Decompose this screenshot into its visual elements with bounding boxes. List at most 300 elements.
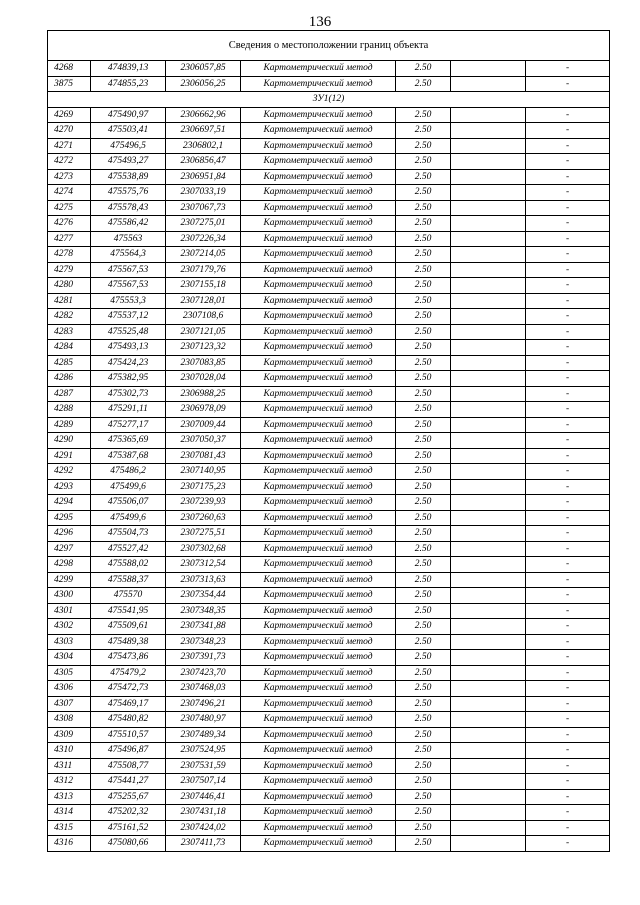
method-cell: Картометрический метод [241,138,396,154]
description-cell [451,634,526,650]
point-number-cell: 4287 [48,386,91,402]
accuracy-cell: 2.50 [396,712,451,728]
point-number-cell: 4288 [48,402,91,418]
x-coordinate-cell: 475567,53 [91,278,166,294]
y-coordinate-cell: 2307155,18 [166,278,241,294]
point-number-cell: 4297 [48,541,91,557]
y-coordinate-cell: 2307121,05 [166,324,241,340]
description-cell [451,712,526,728]
method-cell: Картометрический метод [241,417,396,433]
method-cell: Картометрический метод [241,712,396,728]
remark-cell: - [526,774,610,790]
accuracy-cell: 2.50 [396,433,451,449]
y-coordinate-cell: 2307354,44 [166,588,241,604]
description-cell [451,650,526,666]
point-number-cell: 4292 [48,464,91,480]
accuracy-cell: 2.50 [396,541,451,557]
method-cell: Картометрический метод [241,588,396,604]
x-coordinate-cell: 475506,07 [91,495,166,511]
description-cell [451,340,526,356]
accuracy-cell: 2.50 [396,417,451,433]
point-number-cell: 4276 [48,216,91,232]
y-coordinate-cell: 2306662,96 [166,107,241,123]
x-coordinate-cell: 475510,57 [91,727,166,743]
remark-cell: - [526,247,610,263]
table-row [48,433,610,449]
description-cell [451,169,526,185]
point-number-cell: 4284 [48,340,91,356]
accuracy-cell: 2.50 [396,526,451,542]
y-coordinate-cell: 2307341,88 [166,619,241,635]
accuracy-cell: 2.50 [396,836,451,852]
x-coordinate-cell: 475586,42 [91,216,166,232]
y-coordinate-cell: 2307067,73 [166,200,241,216]
y-coordinate-cell: 2307128,01 [166,293,241,309]
point-number-cell: 4285 [48,355,91,371]
remark-cell: - [526,464,610,480]
table-row [48,820,610,836]
table-row [48,619,610,635]
remark-cell: - [526,185,610,201]
accuracy-cell: 2.50 [396,619,451,635]
y-coordinate-cell: 2307275,51 [166,526,241,542]
table-row [48,681,610,697]
description-cell [451,293,526,309]
boundary-table [47,30,610,852]
method-cell: Картометрический метод [241,820,396,836]
x-coordinate-cell: 475541,95 [91,603,166,619]
description-cell [451,417,526,433]
y-coordinate-cell: 2306856,47 [166,154,241,170]
accuracy-cell: 2.50 [396,681,451,697]
x-coordinate-cell: 475382,95 [91,371,166,387]
remark-cell: - [526,138,610,154]
x-coordinate-cell: 475504,73 [91,526,166,542]
description-cell [451,448,526,464]
remark-cell: - [526,495,610,511]
x-coordinate-cell: 475255,67 [91,789,166,805]
accuracy-cell: 2.50 [396,169,451,185]
table-row [48,727,610,743]
y-coordinate-cell: 2307423,70 [166,665,241,681]
remark-cell: - [526,417,610,433]
method-cell: Картометрический метод [241,324,396,340]
table-row [48,417,610,433]
table-row [48,386,610,402]
accuracy-cell: 2.50 [396,572,451,588]
x-coordinate-cell: 475499,6 [91,479,166,495]
x-coordinate-cell: 475509,61 [91,619,166,635]
remark-cell: - [526,681,610,697]
point-number-cell: 4280 [48,278,91,294]
x-coordinate-cell: 475499,6 [91,510,166,526]
table-row [48,526,610,542]
y-coordinate-cell: 2307179,76 [166,262,241,278]
accuracy-cell: 2.50 [396,185,451,201]
description-cell [451,820,526,836]
point-number-cell: 4313 [48,789,91,805]
x-coordinate-cell: 475563 [91,231,166,247]
accuracy-cell: 2.50 [396,665,451,681]
remark-cell: - [526,588,610,604]
x-coordinate-cell: 475578,43 [91,200,166,216]
point-number-cell: 4316 [48,836,91,852]
method-cell: Картометрический метод [241,789,396,805]
table-row [48,479,610,495]
method-cell: Картометрический метод [241,231,396,247]
description-cell [451,247,526,263]
y-coordinate-cell: 2307424,02 [166,820,241,836]
table-row [48,247,610,263]
description-cell [451,836,526,852]
remark-cell: - [526,309,610,325]
table-row [48,541,610,557]
accuracy-cell: 2.50 [396,200,451,216]
x-coordinate-cell: 475490,97 [91,107,166,123]
x-coordinate-cell: 475564,3 [91,247,166,263]
description-cell [451,216,526,232]
table-row [48,107,610,123]
table-row [48,154,610,170]
point-number-cell: 4278 [48,247,91,263]
point-number-cell: 4294 [48,495,91,511]
method-cell: Картометрический метод [241,836,396,852]
y-coordinate-cell: 2306057,85 [166,61,241,77]
point-number-cell: 4301 [48,603,91,619]
x-coordinate-cell: 475527,42 [91,541,166,557]
table-row [48,262,610,278]
point-number-cell: 4298 [48,557,91,573]
x-coordinate-cell: 475588,37 [91,572,166,588]
x-coordinate-cell: 475486,2 [91,464,166,480]
accuracy-cell: 2.50 [396,402,451,418]
y-coordinate-cell: 2307496,21 [166,696,241,712]
table-row [48,216,610,232]
point-number-cell: 4310 [48,743,91,759]
y-coordinate-cell: 2306978,09 [166,402,241,418]
method-cell: Картометрический метод [241,727,396,743]
remark-cell: - [526,278,610,294]
accuracy-cell: 2.50 [396,340,451,356]
description-cell [451,433,526,449]
accuracy-cell: 2.50 [396,247,451,263]
table-row [48,324,610,340]
y-coordinate-cell: 2307302,68 [166,541,241,557]
y-coordinate-cell: 2307081,43 [166,448,241,464]
point-number-cell: 4269 [48,107,91,123]
y-coordinate-cell: 2307480,97 [166,712,241,728]
method-cell: Картометрический метод [241,526,396,542]
remark-cell: - [526,448,610,464]
accuracy-cell: 2.50 [396,557,451,573]
y-coordinate-cell: 2307468,03 [166,681,241,697]
x-coordinate-cell: 475588,02 [91,557,166,573]
x-coordinate-cell: 475469,17 [91,696,166,712]
description-cell [451,185,526,201]
x-coordinate-cell: 475365,69 [91,433,166,449]
point-number-cell: 4275 [48,200,91,216]
point-number-cell: 4282 [48,309,91,325]
remark-cell: - [526,324,610,340]
table-row [48,588,610,604]
point-number-cell: 4293 [48,479,91,495]
remark-cell: - [526,665,610,681]
method-cell: Картометрический метод [241,805,396,821]
y-coordinate-cell: 2306697,51 [166,123,241,139]
remark-cell: - [526,836,610,852]
remark-cell: - [526,557,610,573]
description-cell [451,495,526,511]
remark-cell: - [526,526,610,542]
point-number-cell: 4304 [48,650,91,666]
x-coordinate-cell: 475567,53 [91,262,166,278]
x-coordinate-cell: 475525,48 [91,324,166,340]
point-number-cell: 4290 [48,433,91,449]
x-coordinate-cell: 475537,12 [91,309,166,325]
y-coordinate-cell: 2307313,63 [166,572,241,588]
method-cell: Картометрический метод [241,169,396,185]
table-row [48,123,610,139]
accuracy-cell: 2.50 [396,262,451,278]
accuracy-cell: 2.50 [396,371,451,387]
accuracy-cell: 2.50 [396,634,451,650]
description-cell [451,774,526,790]
method-cell: Картометрический метод [241,76,396,92]
remark-cell: - [526,619,610,635]
y-coordinate-cell: 2307108,6 [166,309,241,325]
description-cell [451,61,526,77]
description-cell [451,588,526,604]
accuracy-cell: 2.50 [396,743,451,759]
method-cell: Картометрический метод [241,619,396,635]
x-coordinate-cell: 475473,86 [91,650,166,666]
table-row [48,464,610,480]
point-number-cell: 4279 [48,262,91,278]
point-number-cell: 4283 [48,324,91,340]
accuracy-cell: 2.50 [396,76,451,92]
point-number-cell: 4277 [48,231,91,247]
method-cell: Картометрический метод [241,696,396,712]
method-cell: Картометрический метод [241,433,396,449]
remark-cell: - [526,479,610,495]
y-coordinate-cell: 2307175,23 [166,479,241,495]
description-cell [451,464,526,480]
point-number-cell: 4295 [48,510,91,526]
method-cell: Картометрический метод [241,510,396,526]
point-number-cell: 4314 [48,805,91,821]
point-number-cell: 4305 [48,665,91,681]
description-cell [451,758,526,774]
accuracy-cell: 2.50 [396,789,451,805]
method-cell: Картометрический метод [241,448,396,464]
table-row [48,696,610,712]
table-row [48,169,610,185]
x-coordinate-cell: 475202,32 [91,805,166,821]
table-row [48,448,610,464]
accuracy-cell: 2.50 [396,774,451,790]
table-body [48,31,610,852]
remark-cell: - [526,386,610,402]
table-row [48,371,610,387]
description-cell [451,665,526,681]
point-number-cell: 3875 [48,76,91,92]
remark-cell: - [526,712,610,728]
point-number-cell: 4306 [48,681,91,697]
accuracy-cell: 2.50 [396,479,451,495]
description-cell [451,805,526,821]
method-cell: Картометрический метод [241,371,396,387]
remark-cell: - [526,262,610,278]
table-row [48,557,610,573]
description-cell [451,743,526,759]
point-number-cell: 4308 [48,712,91,728]
remark-cell: - [526,231,610,247]
remark-cell: - [526,696,610,712]
description-cell [451,386,526,402]
point-number-cell: 4286 [48,371,91,387]
description-cell [451,231,526,247]
method-cell: Картометрический метод [241,650,396,666]
method-cell: Картометрический метод [241,61,396,77]
table-row [48,200,610,216]
x-coordinate-cell: 475493,13 [91,340,166,356]
x-coordinate-cell: 475441,27 [91,774,166,790]
point-number-cell: 4270 [48,123,91,139]
point-number-cell: 4307 [48,696,91,712]
page-number: 136 [308,14,332,30]
method-cell: Картометрический метод [241,495,396,511]
method-cell: Картометрический метод [241,386,396,402]
table-row [48,185,610,201]
table-row [48,138,610,154]
x-coordinate-cell: 475424,23 [91,355,166,371]
accuracy-cell: 2.50 [396,696,451,712]
x-coordinate-cell: 475496,5 [91,138,166,154]
remark-cell: - [526,169,610,185]
description-cell [451,619,526,635]
method-cell: Картометрический метод [241,464,396,480]
accuracy-cell: 2.50 [396,588,451,604]
y-coordinate-cell: 2307260,63 [166,510,241,526]
table-row [48,665,610,681]
remark-cell: - [526,510,610,526]
remark-cell: - [526,634,610,650]
accuracy-cell: 2.50 [396,231,451,247]
table-row [48,355,610,371]
x-coordinate-cell: 475291,11 [91,402,166,418]
y-coordinate-cell: 2306802,1 [166,138,241,154]
table-row [48,402,610,418]
x-coordinate-cell: 475553,3 [91,293,166,309]
method-cell: Картометрический метод [241,479,396,495]
point-number-cell: 4281 [48,293,91,309]
accuracy-cell: 2.50 [396,495,451,511]
remark-cell: - [526,123,610,139]
remark-cell: - [526,727,610,743]
description-cell [451,309,526,325]
description-cell [451,107,526,123]
method-cell: Картометрический метод [241,200,396,216]
point-number-cell: 4273 [48,169,91,185]
description-cell [451,123,526,139]
table-row [48,634,610,650]
table-row [48,278,610,294]
remark-cell: - [526,293,610,309]
y-coordinate-cell: 2307348,35 [166,603,241,619]
x-coordinate-cell: 475503,41 [91,123,166,139]
description-cell [451,541,526,557]
accuracy-cell: 2.50 [396,603,451,619]
point-number-cell: 4268 [48,61,91,77]
table-row [48,774,610,790]
description-cell [451,479,526,495]
point-number-cell: 4272 [48,154,91,170]
y-coordinate-cell: 2307033,19 [166,185,241,201]
y-coordinate-cell: 2307123,32 [166,340,241,356]
y-coordinate-cell: 2307348,23 [166,634,241,650]
table-row [48,76,610,92]
method-cell: Картометрический метод [241,309,396,325]
description-cell [451,154,526,170]
y-coordinate-cell: 2307028,04 [166,371,241,387]
point-number-cell: 4299 [48,572,91,588]
accuracy-cell: 2.50 [396,386,451,402]
accuracy-cell: 2.50 [396,123,451,139]
description-cell [451,324,526,340]
accuracy-cell: 2.50 [396,820,451,836]
x-coordinate-cell: 475480,82 [91,712,166,728]
method-cell: Картометрический метод [241,293,396,309]
method-cell: Картометрический метод [241,634,396,650]
remark-cell: - [526,650,610,666]
remark-cell: - [526,789,610,805]
table-row [48,340,610,356]
remark-cell: - [526,154,610,170]
table-row [48,805,610,821]
x-coordinate-cell: 475496,87 [91,743,166,759]
description-cell [451,572,526,588]
method-cell: Картометрический метод [241,278,396,294]
accuracy-cell: 2.50 [396,309,451,325]
y-coordinate-cell: 2307489,34 [166,727,241,743]
description-cell [451,603,526,619]
remark-cell: - [526,200,610,216]
remark-cell: - [526,603,610,619]
description-cell [451,727,526,743]
method-cell: Картометрический метод [241,154,396,170]
table-row [48,758,610,774]
x-coordinate-cell: 474855,23 [91,76,166,92]
y-coordinate-cell: 2307140,95 [166,464,241,480]
point-number-cell: 4315 [48,820,91,836]
table-row [48,495,610,511]
y-coordinate-cell: 2307446,41 [166,789,241,805]
description-cell [451,557,526,573]
description-cell [451,76,526,92]
remark-cell: - [526,355,610,371]
method-cell: Картометрический метод [241,557,396,573]
point-number-cell: 4271 [48,138,91,154]
y-coordinate-cell: 2306988,25 [166,386,241,402]
y-coordinate-cell: 2307226,34 [166,231,241,247]
description-cell [451,355,526,371]
y-coordinate-cell: 2307391,73 [166,650,241,666]
method-cell: Картометрический метод [241,541,396,557]
x-coordinate-cell: 475302,73 [91,386,166,402]
x-coordinate-cell: 475161,52 [91,820,166,836]
accuracy-cell: 2.50 [396,464,451,480]
table-row [48,510,610,526]
